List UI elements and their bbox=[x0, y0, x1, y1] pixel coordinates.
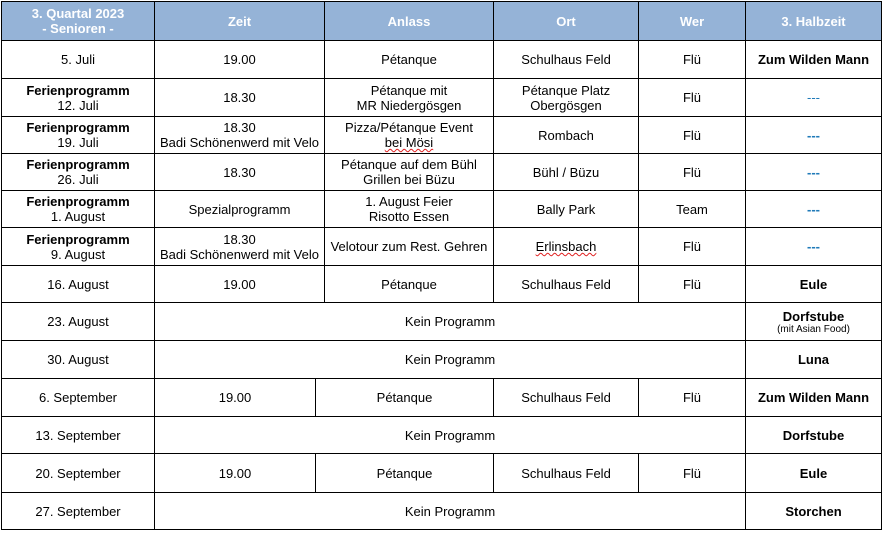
ort-cell: Rombach bbox=[494, 117, 639, 154]
table-row bbox=[2, 417, 882, 454]
table-row bbox=[2, 379, 882, 417]
halbzeit-cell: --- bbox=[746, 79, 882, 117]
table-row bbox=[2, 266, 882, 303]
table-row bbox=[2, 154, 882, 191]
halbzeit-cell: Eule bbox=[746, 266, 882, 303]
zeit-cell: 19.00 bbox=[155, 41, 325, 79]
date-cell: 23. August bbox=[2, 303, 155, 341]
table-row bbox=[2, 79, 882, 117]
zeit-cell: 18.30 bbox=[155, 79, 325, 117]
ort-cell: Erlinsbach bbox=[494, 228, 639, 266]
anlass-cell: Pétanque bbox=[376, 390, 433, 405]
wer-cell: Flü bbox=[639, 379, 746, 417]
halbzeit-cell: --- bbox=[746, 191, 882, 228]
wer-cell: Team bbox=[639, 191, 746, 228]
header-wer: Wer bbox=[639, 2, 746, 41]
zeit-cell: 18.30 Badi Schönenwerd mit Velo bbox=[155, 117, 325, 154]
program-cell: Kein Programm bbox=[155, 417, 746, 454]
header-halbzeit: 3. Halbzeit bbox=[746, 2, 882, 41]
ort-cell: Bühl / Büzu bbox=[494, 154, 639, 191]
date-cell: 13. September bbox=[2, 417, 155, 454]
schedule-table bbox=[1, 1, 882, 530]
anlass-cell: Pétanque auf dem Bühl Grillen bei Büzu bbox=[325, 154, 494, 191]
halbzeit-cell: Eule bbox=[746, 454, 882, 493]
halbzeit-cell: Dorfstube bbox=[746, 417, 882, 454]
table-row bbox=[2, 41, 882, 79]
anlass-cell: Pizza/Pétanque Event bei Mösi bbox=[325, 117, 494, 154]
table-row bbox=[2, 303, 882, 341]
zeit-cell: 18.30 bbox=[155, 154, 325, 191]
date-cell: 5. Juli bbox=[2, 41, 155, 79]
date-cell: 30. August bbox=[2, 341, 155, 379]
anlass-cell: 1. August Feier Risotto Essen bbox=[325, 191, 494, 228]
zeit-anlass-cell bbox=[155, 454, 494, 493]
program-cell: Kein Programm bbox=[155, 493, 746, 530]
anlass-cell: Pétanque bbox=[325, 41, 494, 79]
anlass-cell: Pétanque bbox=[376, 465, 433, 481]
program-cell: Kein Programm bbox=[155, 303, 746, 341]
wer-cell: Flü bbox=[639, 154, 746, 191]
table-row bbox=[2, 341, 882, 379]
wer-cell: Flü bbox=[639, 41, 746, 79]
date-cell: Ferienprogramm 9. August bbox=[2, 228, 155, 266]
header-anlass: Anlass bbox=[325, 2, 494, 41]
table-row bbox=[2, 493, 882, 530]
header-zeit: Zeit bbox=[155, 2, 325, 41]
date-cell: Ferienprogramm 12. Juli bbox=[2, 79, 155, 117]
zeit-anlass-cell bbox=[155, 379, 494, 417]
zeit-cell: 19.00 bbox=[155, 266, 325, 303]
table-row bbox=[2, 117, 882, 154]
program-cell: Kein Programm bbox=[155, 341, 746, 379]
anlass-cell: Pétanque mit MR Niedergösgen bbox=[325, 79, 494, 117]
zeit-cell: 19.00 bbox=[155, 454, 316, 492]
date-cell: 20. September bbox=[2, 454, 155, 493]
wer-cell: Flü bbox=[639, 117, 746, 154]
halbzeit-cell: --- bbox=[746, 117, 882, 154]
wer-cell: Flü bbox=[639, 79, 746, 117]
zeit-cell: 18.30 Badi Schönenwerd mit Velo bbox=[155, 228, 325, 266]
ort-cell: Bally Park bbox=[494, 191, 639, 228]
zeit-cell: 19.00 bbox=[155, 379, 316, 416]
halbzeit-cell: Zum Wilden Mann bbox=[746, 41, 882, 79]
wer-cell: Flü bbox=[639, 266, 746, 303]
header-row bbox=[2, 2, 882, 41]
halbzeit-cell: Dorfstube (mit Asian Food) bbox=[746, 303, 882, 341]
wer-cell: Flü bbox=[639, 228, 746, 266]
halbzeit-cell: --- bbox=[746, 154, 882, 191]
ort-cell: Pétanque Platz Obergösgen bbox=[494, 79, 639, 117]
anlass-cell: Pétanque bbox=[325, 266, 494, 303]
halbzeit-cell: --- bbox=[746, 228, 882, 266]
header-ort: Ort bbox=[494, 2, 639, 41]
date-cell: Ferienprogramm 19. Juli bbox=[2, 117, 155, 154]
halbzeit-cell: Zum Wilden Mann bbox=[746, 379, 882, 417]
header-quarter: 3. Quartal 2023 - Senioren - bbox=[2, 2, 155, 41]
date-cell: 6. September bbox=[2, 379, 155, 417]
date-cell: Ferienprogramm 1. August bbox=[2, 191, 155, 228]
date-cell: Ferienprogramm 26. Juli bbox=[2, 154, 155, 191]
ort-cell: Schulhaus Feld bbox=[494, 266, 639, 303]
date-cell: 16. August bbox=[2, 266, 155, 303]
ort-cell: Schulhaus Feld bbox=[494, 41, 639, 79]
table-row bbox=[2, 454, 882, 493]
table-row bbox=[2, 191, 882, 228]
halbzeit-cell: Luna bbox=[746, 341, 882, 379]
ort-cell: Schulhaus Feld bbox=[494, 379, 639, 417]
date-cell: 27. September bbox=[2, 493, 155, 530]
wer-cell: Flü bbox=[639, 454, 746, 493]
halbzeit-cell: Storchen bbox=[746, 493, 882, 530]
ort-cell: Schulhaus Feld bbox=[494, 454, 639, 493]
zeit-cell: Spezialprogramm bbox=[155, 191, 325, 228]
anlass-cell: Velotour zum Rest. Gehren bbox=[325, 228, 494, 266]
table-row bbox=[2, 228, 882, 266]
